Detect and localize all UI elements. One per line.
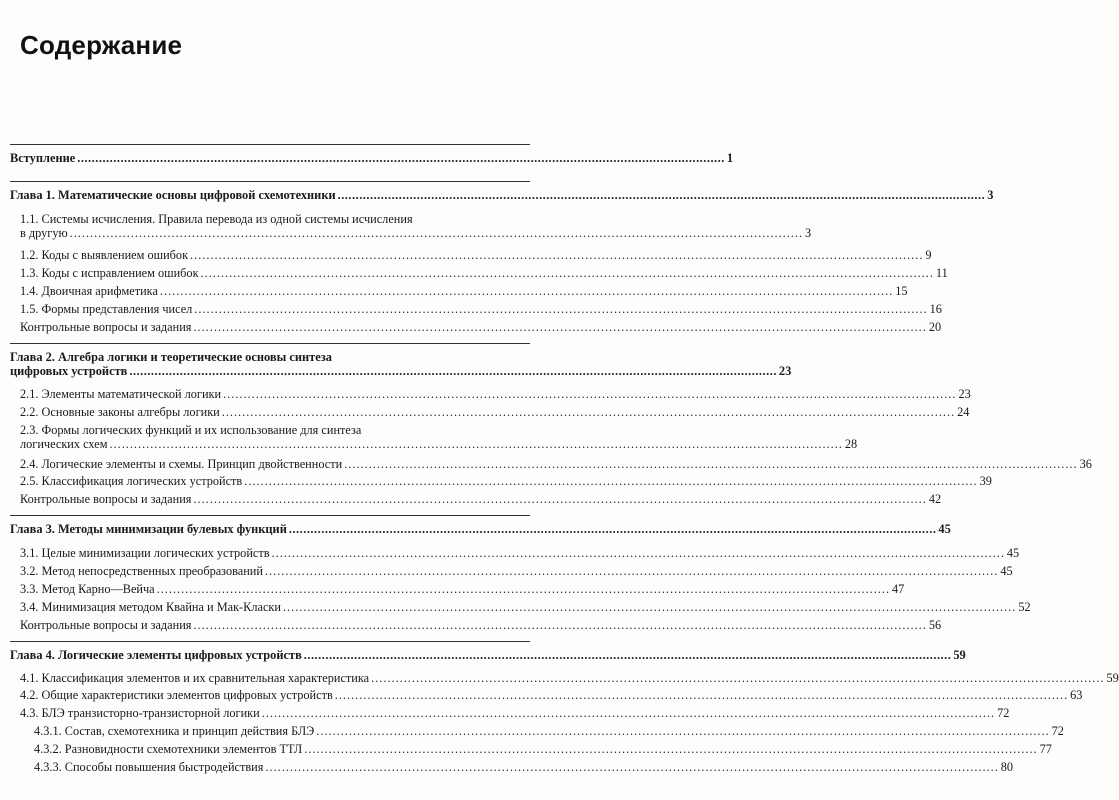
page-number: 59	[953, 648, 966, 662]
entry-title: 1.2. Коды с выявлением ошибок	[20, 248, 189, 262]
divider	[10, 144, 530, 145]
page-number: 15	[895, 284, 908, 298]
entry-title: 4.3.1. Состав, схемотехника и принцип действия БЛЭ	[34, 724, 315, 738]
toc-item[interactable]	[20, 706, 1010, 720]
entry-title: 2.4. Логические элементы и схемы. Принцип двойственности	[20, 457, 343, 471]
page-number: 59	[1106, 671, 1119, 685]
page-number: 77	[1039, 742, 1052, 756]
page-number: 3	[805, 226, 812, 240]
page-number: 3	[987, 188, 994, 202]
divider	[10, 181, 530, 182]
leader-dots: ....................................................................................................................................................................................	[264, 564, 999, 578]
entry-title: Контрольные вопросы и задания	[20, 320, 192, 334]
entry-title: 3.3. Метод Карно—Вейча	[20, 582, 155, 596]
entry-title: 3.2. Метод непосредственных преобразований	[20, 564, 263, 578]
leader-dots: ....................................................................................................................................................................................	[129, 364, 777, 378]
toc-item[interactable]	[20, 474, 992, 488]
entry-title: 2.3. Формы логических функций и их использование для синтеза	[20, 423, 362, 437]
page-number: 63	[1070, 688, 1083, 702]
toc-item[interactable]	[20, 546, 1020, 560]
entry-title: 4.3.3. Способы повышения быстродействия	[34, 760, 264, 774]
page-number: 39	[979, 474, 992, 488]
entry-title: 1.3. Коды с исправлением ошибок	[20, 266, 199, 280]
toc-item[interactable]	[20, 671, 1119, 685]
divider	[10, 343, 530, 344]
toc-chapter-1[interactable]	[10, 188, 994, 202]
page-number: 11	[935, 266, 948, 280]
page-number: 45	[1000, 564, 1013, 578]
leader-dots: ....................................................................................................................................................................................	[371, 671, 1105, 685]
leader-dots: ....................................................................................................................................................................................	[159, 284, 894, 298]
leader-dots: ....................................................................................................................................................................................	[69, 226, 804, 240]
entry-title: 4.3. БЛЭ транзисторно-транзисторной логики	[20, 706, 260, 720]
toc-item[interactable]	[20, 212, 812, 240]
entry-title: 1.4. Двоичная арифметика	[20, 284, 158, 298]
toc-item[interactable]	[20, 302, 942, 316]
page-number: 47	[892, 582, 905, 596]
toc-item[interactable]	[20, 248, 932, 262]
leader-dots: ....................................................................................................................................................................................	[223, 387, 957, 401]
toc-chapter-3[interactable]	[10, 522, 951, 536]
page-number: 23	[778, 364, 792, 378]
leader-dots: ....................................................................................................................................................................................	[194, 302, 928, 316]
toc-subitem[interactable]	[34, 760, 1014, 774]
page-number: 42	[928, 492, 942, 506]
entry-title: 2.1. Элементы математической логики	[20, 387, 222, 401]
page-number: 36	[1079, 457, 1092, 471]
entry-title: Контрольные вопросы и задания	[20, 618, 192, 632]
page-number: 72	[1051, 724, 1064, 738]
toc-item[interactable]	[20, 582, 905, 596]
entry-title-continued: в другую	[20, 226, 68, 240]
page-number: 45	[938, 522, 951, 536]
leader-dots: ....................................................................................................................................................................................	[190, 248, 924, 262]
divider	[10, 515, 530, 516]
leader-dots: ....................................................................................................................................................................................	[193, 492, 927, 506]
leader-dots: ....................................................................................................................................................................................	[193, 618, 927, 632]
page-number: 72	[997, 706, 1010, 720]
leader-dots: ....................................................................................................................................................................................	[334, 688, 1069, 702]
leader-dots: ....................................................................................................................................................................................	[282, 600, 1017, 614]
leader-dots: ....................................................................................................................................................................................	[303, 648, 952, 662]
leader-dots: ....................................................................................................................................................................................	[109, 437, 843, 451]
entry-title: 2.5. Классификация логических устройств	[20, 474, 243, 488]
leader-dots: ....................................................................................................................................................................................	[261, 706, 996, 720]
page-number: 28	[844, 437, 858, 451]
toc-subitem[interactable]	[34, 742, 1052, 756]
entry-title: Глава 2. Алгебра логики и теоретические основы синтеза	[10, 350, 332, 364]
leader-dots: ....................................................................................................................................................................................	[221, 405, 956, 419]
toc-item[interactable]	[20, 457, 1092, 471]
entry-title: Глава 4. Логические элементы цифровых устройств	[10, 648, 302, 662]
leader-dots: ....................................................................................................................................................................................	[77, 151, 725, 165]
toc-item[interactable]	[20, 688, 1083, 702]
leader-dots: ....................................................................................................................................................................................	[344, 457, 1078, 471]
toc-entry-intro[interactable]	[10, 151, 734, 165]
entry-title: 2.2. Основные законы алгебры логики	[20, 405, 220, 419]
leader-dots: ....................................................................................................................................................................................	[244, 474, 978, 488]
toc-item[interactable]	[20, 600, 1031, 614]
leader-dots: ....................................................................................................................................................................................	[288, 522, 937, 536]
entry-title-continued: цифровых устройств	[10, 364, 128, 378]
leader-dots: ....................................................................................................................................................................................	[316, 724, 1050, 738]
toc-item[interactable]	[20, 284, 908, 298]
entry-title: 1.1. Системы исчисления. Правила перевода из одной системы исчисления	[20, 212, 413, 226]
entry-title: 4.3.2. Разновидности схемотехники элементов ТТЛ	[34, 742, 303, 756]
toc-item[interactable]	[20, 492, 942, 506]
entry-title: Глава 1. Математические основы цифровой схемотехники	[10, 188, 336, 202]
entry-title: 1.5. Формы представления чисел	[20, 302, 193, 316]
page-title: Содержание	[20, 30, 183, 60]
toc-item[interactable]	[20, 564, 1013, 578]
leader-dots: ....................................................................................................................................................................................	[304, 742, 1038, 756]
page-number: 52	[1018, 600, 1031, 614]
entry-title: 3.4. Минимизация методом Квайна и Мак-Класки	[20, 600, 281, 614]
leader-dots: ....................................................................................................................................................................................	[193, 320, 927, 334]
page-number: 56	[928, 618, 942, 632]
toc-chapter-2[interactable]	[10, 350, 792, 378]
entry-title: Вступление	[10, 151, 76, 165]
page-number: 20	[928, 320, 942, 334]
toc-item[interactable]	[20, 618, 942, 632]
entry-title: Глава 3. Методы минимизации булевых функций	[10, 522, 287, 536]
leader-dots: ....................................................................................................................................................................................	[337, 188, 986, 202]
leader-dots: ....................................................................................................................................................................................	[200, 266, 934, 280]
toc-item[interactable]	[20, 387, 971, 401]
toc-item[interactable]	[20, 266, 948, 280]
leader-dots: ....................................................................................................................................................................................	[271, 546, 1005, 560]
page-number: 16	[929, 302, 942, 316]
page-number: 1	[726, 151, 734, 165]
entry-title: 4.1. Классификация элементов и их сравнительная характеристика	[20, 671, 370, 685]
toc-item[interactable]	[20, 405, 970, 419]
leader-dots: ....................................................................................................................................................................................	[265, 760, 999, 774]
leader-dots: ....................................................................................................................................................................................	[156, 582, 891, 596]
entry-title-continued: логических схем	[20, 437, 108, 451]
entry-title: 4.2. Общие характеристики элементов цифровых устройств	[20, 688, 333, 702]
toc-subitem[interactable]	[34, 724, 1064, 738]
toc-item[interactable]	[20, 320, 942, 334]
page-number: 45	[1006, 546, 1020, 560]
page-number: 23	[958, 387, 971, 401]
entry-title: 3.1. Целые минимизации логических устройств	[20, 546, 270, 560]
page-number: 80	[1000, 760, 1014, 774]
toc-chapter-4[interactable]	[10, 648, 966, 662]
divider	[10, 641, 530, 642]
page-number: 9	[925, 248, 932, 262]
toc-item[interactable]	[20, 423, 858, 451]
page-number: 24	[957, 405, 970, 419]
entry-title: Контрольные вопросы и задания	[20, 492, 192, 506]
